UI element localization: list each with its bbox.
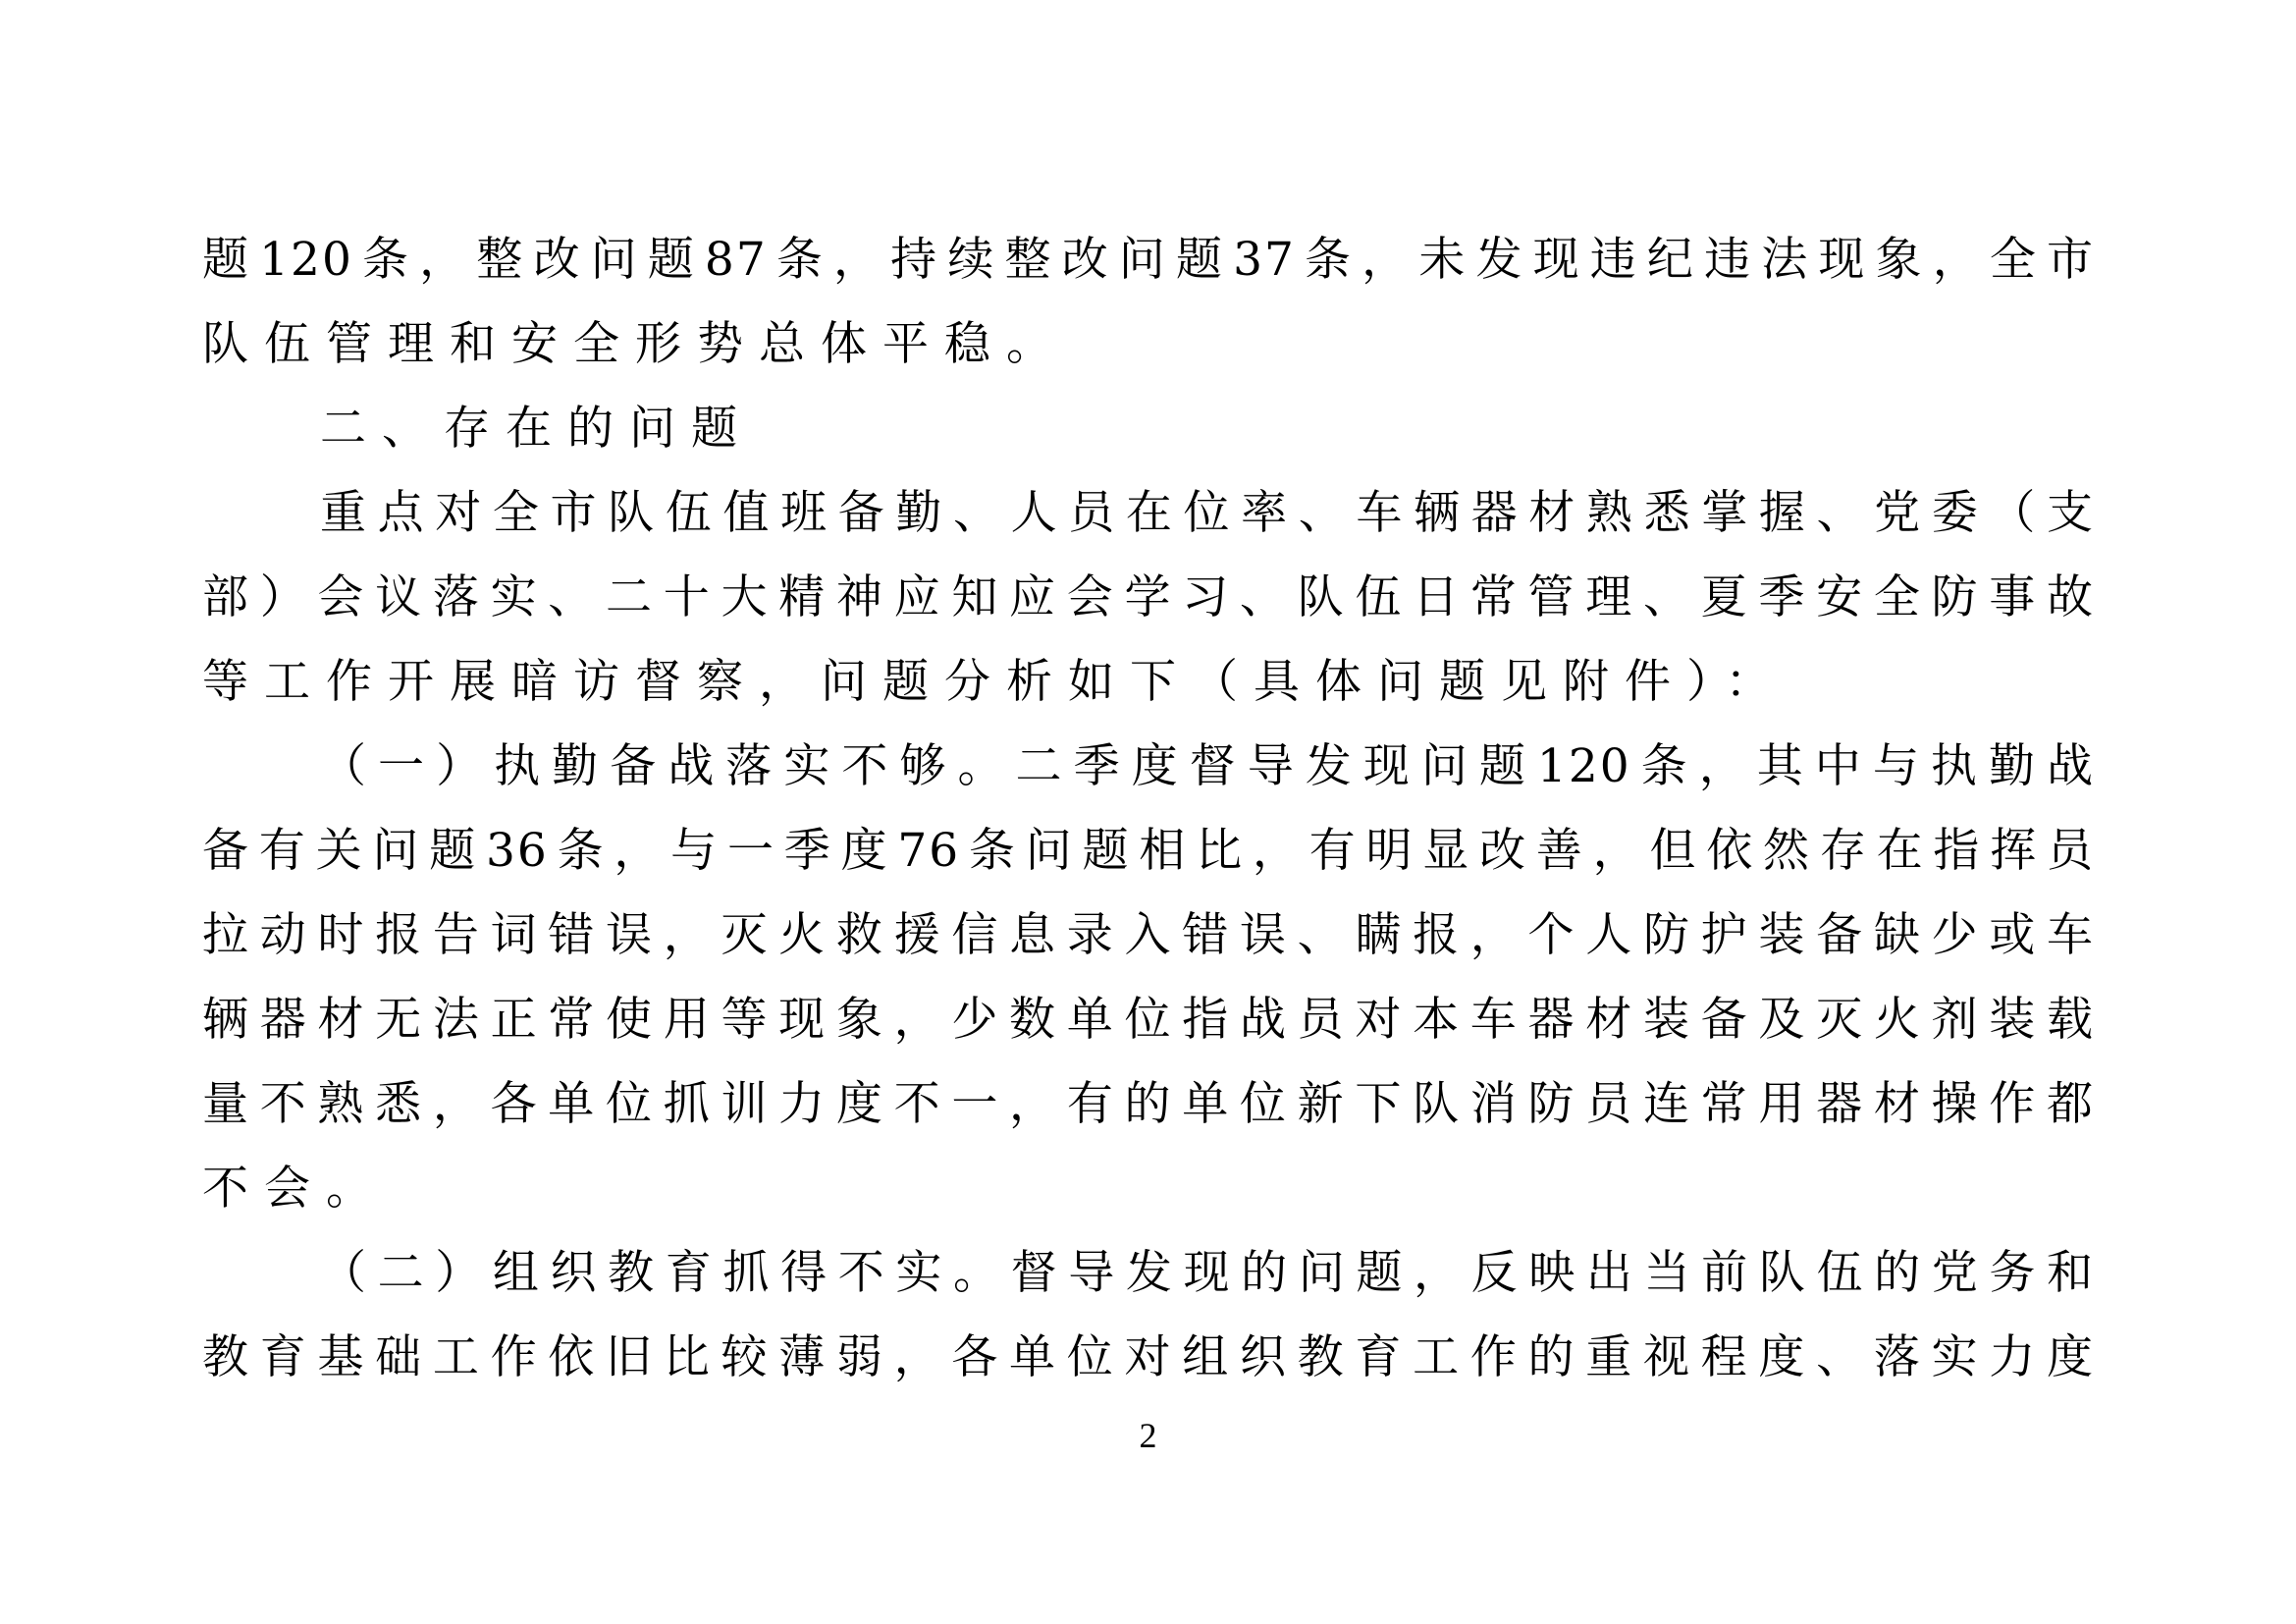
subheading-line-2: （二）组织教育抓得不实。督导发现的问题，反映出当前队伍的党务和 <box>320 1246 2095 1300</box>
text-line-4: 重点对全市队伍值班备勤、人员在位率、车辆器材熟悉掌握、党委（支 <box>320 486 2095 540</box>
text-line-8: 备有关问题36条，与一季度76条问题相比，有明显改善，但依然存在指挥员 <box>202 824 2095 878</box>
section-heading: 二、存在的问题 <box>320 402 753 456</box>
text-line-6: 等工作开展暗访督察，问题分析如下（具体问题见附件）： <box>202 655 1788 709</box>
subheading-line-1: （一）执勤备战落实不够。二季度督导发现问题120条，其中与执勤战 <box>320 739 2095 793</box>
text-line-11: 量不熟悉，各单位抓训力度不一，有的单位新下队消防员连常用器材操作都 <box>202 1077 2095 1131</box>
text-line-14: 教育基础工作依旧比较薄弱，各单位对组织教育工作的重视程度、落实力度 <box>202 1330 2095 1384</box>
text-line-2: 队伍管理和安全形势总体平稳。 <box>202 317 1068 371</box>
text-line-5: 部）会议落实、二十大精神应知应会学习、队伍日常管理、夏季安全防事故 <box>202 570 2095 624</box>
text-line-9: 拉动时报告词错误，灭火救援信息录入错误、瞒报，个人防护装备缺少或车 <box>202 908 2095 962</box>
page-number: 2 <box>1139 1416 1157 1455</box>
text-line-1: 题120条，整改问题87条，持续整改问题37条，未发现违纪违法现象，全市 <box>202 233 2095 287</box>
text-line-10: 辆器材无法正常使用等现象，少数单位指战员对本车器材装备及灭火剂装载 <box>202 993 2095 1047</box>
text-line-12: 不会。 <box>202 1162 388 1216</box>
